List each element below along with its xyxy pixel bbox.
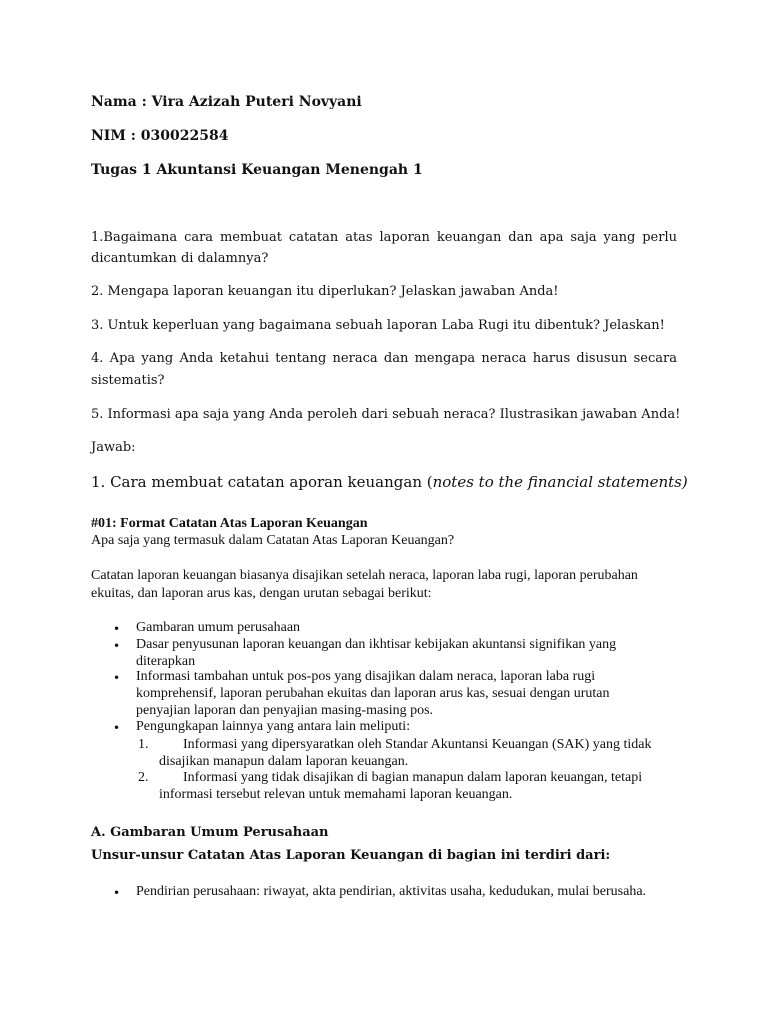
answer-label: Jawab: xyxy=(91,440,136,455)
section-a-bullet-1: Pendirian perusahaan: riwayat, akta pendirian, aktivitas usaha, kedudukan, mulai berusaha. xyxy=(136,884,647,899)
bullet-item-2-line-1: Dasar penyusunan laporan keuangan dan ikhtisar kebijakan akuntansi signifikan yang xyxy=(136,637,617,652)
numbered-marker-1: 1. xyxy=(138,737,149,752)
answer-heading-italic: notes to the financial statements) xyxy=(432,473,688,491)
numbered-item-2-line-2: informasi tersebut relevan untuk memahami laporan keuangan. xyxy=(159,787,513,802)
section-title: #01: Format Catatan Atas Laporan Keuangan xyxy=(91,516,368,531)
numbered-item-2-line-1: Informasi yang tidak disajikan di bagian manapun dalam laporan keuangan, tetapi xyxy=(183,770,643,785)
question-4-line-1: 4. Apa yang Anda ketahui tentang neraca dan mengapa neraca harus disusun secara xyxy=(91,351,677,366)
bullet-item-4: Pengungkapan lainnya yang antara lain meliputi: xyxy=(136,719,411,734)
question-4-line-2: sistematis? xyxy=(91,373,165,388)
bullet-marker: • xyxy=(113,671,121,685)
numbered-item-1-line-1: Informasi yang dipersyaratkan oleh Standar Akuntansi Keuangan (SAK) yang tidak xyxy=(183,737,652,752)
paragraph-line-1: Catatan laporan keuangan biasanya disajikan setelah neraca, laporan laba rugi, laporan perubahan xyxy=(91,568,638,583)
student-nim: NIM : 030022584 xyxy=(91,128,229,144)
bullet-item-2-line-2: diterapkan xyxy=(136,654,196,669)
bullet-item-3-line-3: penyajian laporan dan penyajian masing-masing pos. xyxy=(136,703,434,718)
answer-heading-main: 1. Cara membuat catatan aporan keuangan ( xyxy=(91,473,433,491)
bullet-item-3-line-2: komprehensif, laporan perubahan ekuitas dan laporan arus kas, sesuai dengan urutan xyxy=(136,686,610,701)
assignment-title: Tugas 1 Akuntansi Keuangan Menengah 1 xyxy=(91,162,423,178)
section-subtitle: Apa saja yang termasuk dalam Catatan Atas Laporan Keuangan? xyxy=(91,533,455,548)
numbered-marker-2: 2. xyxy=(138,770,149,785)
question-1-line-2: dicantumkan di dalamnya? xyxy=(91,251,269,266)
bullet-item-3-line-1: Informasi tambahan untuk pos-pos yang disajikan dalam neraca, laporan laba rugi xyxy=(136,669,596,684)
numbered-item-1-line-2: disajikan manapun dalam laporan keuangan. xyxy=(159,754,409,769)
bullet-item-1: Gambaran umum perusahaan xyxy=(136,620,301,635)
question-3: 3. Untuk keperluan yang bagaimana sebuah laporan Laba Rugi itu dibentuk? Jelaskan! xyxy=(91,318,665,333)
answer-heading xyxy=(91,473,688,491)
question-5: 5. Informasi apa saja yang Anda peroleh dari sebuah neraca? Ilustrasikan jawaban Anda! xyxy=(91,407,681,422)
bullet-marker: • xyxy=(113,721,121,735)
bullet-marker: • xyxy=(113,622,121,636)
question-1-line-1: 1.Bagaimana cara membuat catatan atas laporan keuangan dan apa saja yang perlu xyxy=(91,230,677,245)
paragraph-line-2: ekuitas, dan laporan arus kas, dengan urutan sebagai berikut: xyxy=(91,586,432,601)
question-2: 2. Mengapa laporan keuangan itu diperlukan? Jelaskan jawaban Anda! xyxy=(91,284,559,299)
section-a-subtitle: Unsur-unsur Catatan Atas Laporan Keuangan di bagian ini terdiri dari: xyxy=(91,848,611,863)
bullet-marker: • xyxy=(113,886,121,900)
section-a-title: A. Gambaran Umum Perusahaan xyxy=(91,825,329,840)
bullet-marker: • xyxy=(113,639,121,653)
student-name: Nama : Vira Azizah Puteri Novyani xyxy=(91,94,362,110)
